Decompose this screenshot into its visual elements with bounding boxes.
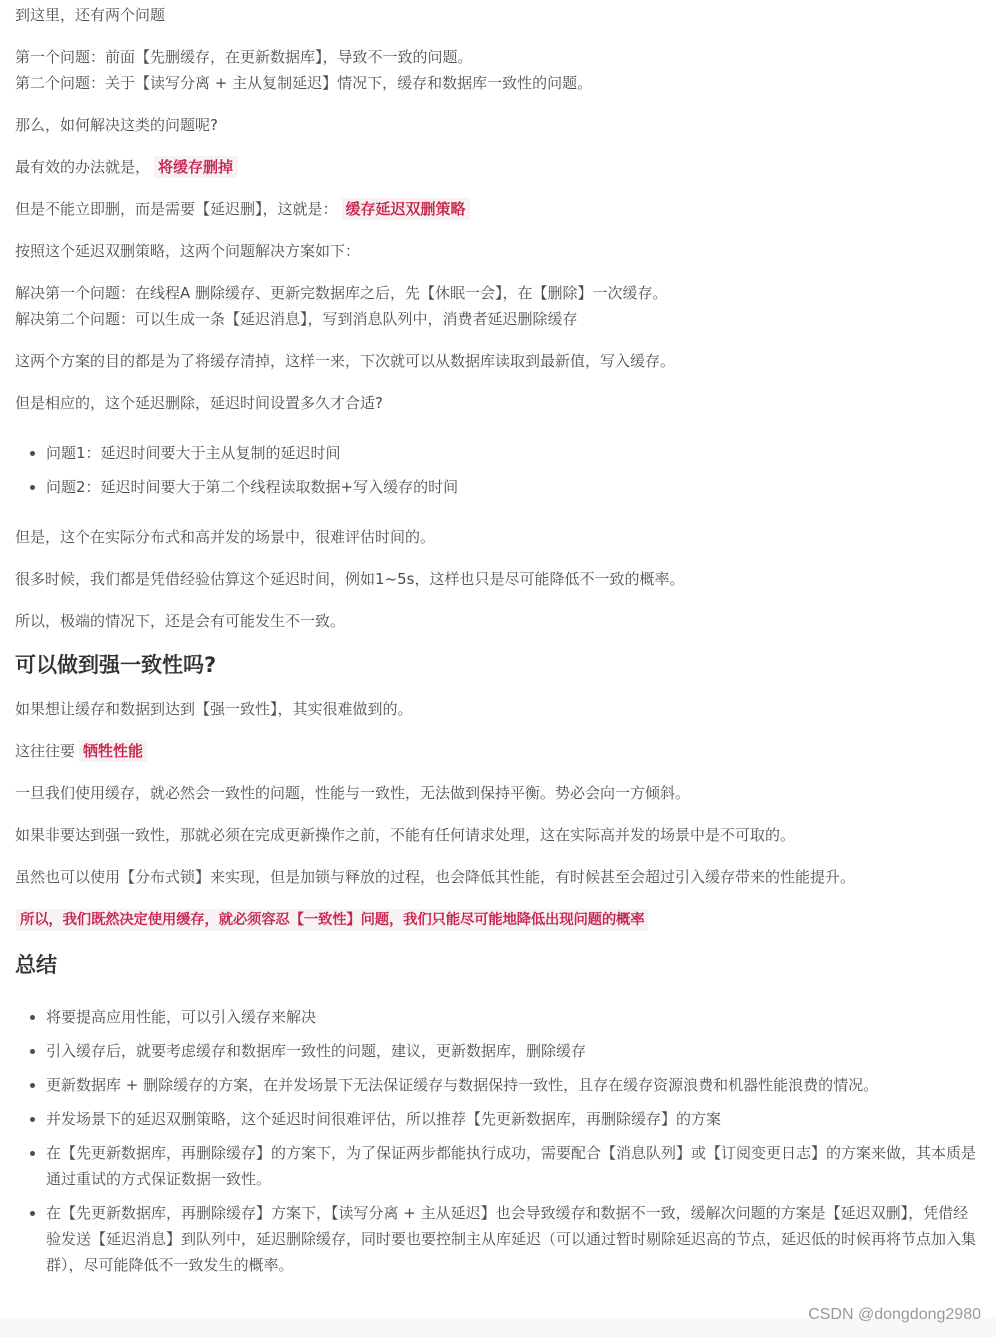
paragraph: 解决第二个问题：可以生成一条【延迟消息】，写到消息队列中，消费者延迟删除缓存 <box>15 310 578 328</box>
paragraph: 如果想让缓存和数据到达到【强一致性】，其实很难做到的。 <box>15 700 413 718</box>
paragraph-text: 但是不能立即删，而是需要【延迟删】，这就是： <box>15 200 338 218</box>
paragraph: 到这里，还有两个问题 <box>15 6 166 24</box>
paragraph: 按照这个延迟双删策略，这两个问题解决方案如下： <box>15 242 361 260</box>
highlight-text: 缓存延迟双删策略 <box>342 198 470 220</box>
paragraph <box>12 906 648 932</box>
list-item: 在【先更新数据库，再删除缓存】方案下，【读写分离 + 主从延迟】也会导致缓存和数据不一致，缓解次问题的方案是【延迟双删】，凭借经验发送【延迟消息】到队列中，延迟删除缓存，同时要也要控制主从库延迟（可以通过暂时剔除延迟高的节点，延迟低的时候再将节点加入集群），尽可能降低不一致发生的概率。 <box>46 1200 981 1278</box>
highlight-text: 所以，我们既然决定使用缓存，就必须容忍【一致性】问题，我们只能尽可能地降低出现问题的概率 <box>16 909 648 931</box>
list-item: 在【先更新数据库，再删除缓存】的方案下，为了保证两步都能执行成功，需要配合【消息队列】或【订阅变更日志】的方案来做，其本质是通过重试的方式保证数据一致性。 <box>46 1140 981 1192</box>
paragraph: 所以，极端的情况下，还是会有可能发生不一致。 <box>15 612 346 630</box>
paragraph-text: 这往往要 <box>15 742 76 760</box>
paragraph: 第一个问题：前面【先删缓存，在更新数据库】，导致不一致的问题。 <box>15 48 473 66</box>
paragraph: 虽然也可以使用【分布式锁】来实现，但是加锁与释放的过程，也会降低其性能，有时候甚至会超过引入缓存带来的性能提升。 <box>15 868 856 886</box>
csdn-watermark: CSDN @dongdong2980 <box>808 1306 981 1323</box>
list-item: 引入缓存后，就要考虑缓存和数据库一致性的问题，建议，更新数据库，删除缓存 <box>46 1038 981 1064</box>
paragraph: 但是，这个在实际分布式和高并发的场景中，很难评估时间的。 <box>15 528 436 546</box>
paragraph: 但是相应的，这个延迟删除，延迟时间设置多久才合适? <box>15 394 383 412</box>
paragraph-text: 最有效的办法就是， <box>15 158 151 176</box>
paragraph <box>15 154 237 180</box>
paragraph <box>15 196 470 222</box>
paragraph: 很多时候，我们都是凭借经验估算这个延迟时间，例如1~5s，这样也只是尽可能降低不一致的概率。 <box>15 570 685 588</box>
highlight-text: 将缓存删掉 <box>154 156 237 178</box>
section-heading: 总结 <box>15 953 57 977</box>
list-item: 并发场景下的延迟双删策略，这个延迟时间很难评估，所以推荐【先更新数据库，再删除缓存】的方案 <box>46 1106 981 1132</box>
list-item: 问题2：延迟时间要大于第二个线程读取数据+写入缓存的时间 <box>46 474 981 500</box>
paragraph: 如果非要达到强一致性，那就必须在完成更新操作之前，不能有任何请求处理，这在实际高并发的场景中是不可取的。 <box>15 826 796 844</box>
paragraph: 那么，如何解决这类的问题呢? <box>15 116 218 134</box>
paragraph: 这两个方案的目的都是为了将缓存清掉，这样一来，下次就可以从数据库读取到最新值，写入缓存。 <box>15 352 676 370</box>
section-heading: 可以做到强一致性吗? <box>15 653 217 677</box>
list-item: 将要提高应用性能，可以引入缓存来解决 <box>46 1004 981 1030</box>
paragraph: 一旦我们使用缓存，就必然会一致性的问题，性能与一致性，无法做到保持平衡。势必会向一方倾斜。 <box>15 784 691 802</box>
paragraph <box>15 738 147 764</box>
paragraph: 第二个问题：关于【读写分离 + 主从复制延迟】情况下，缓存和数据库一致性的问题。 <box>15 74 593 92</box>
list-item: 问题1：延迟时间要大于主从复制的延迟时间 <box>46 440 981 466</box>
paragraph: 解决第一个问题：在线程A 删除缓存、更新完数据库之后，先【休眠一会】，在【删除】一次缓存。 <box>15 284 668 302</box>
highlight-text: 牺牲性能 <box>79 740 147 762</box>
list-item: 更新数据库 + 删除缓存的方案，在并发场景下无法保证缓存与数据保持一致性，且存在缓存资源浪费和机器性能浪费的情况。 <box>46 1072 981 1098</box>
